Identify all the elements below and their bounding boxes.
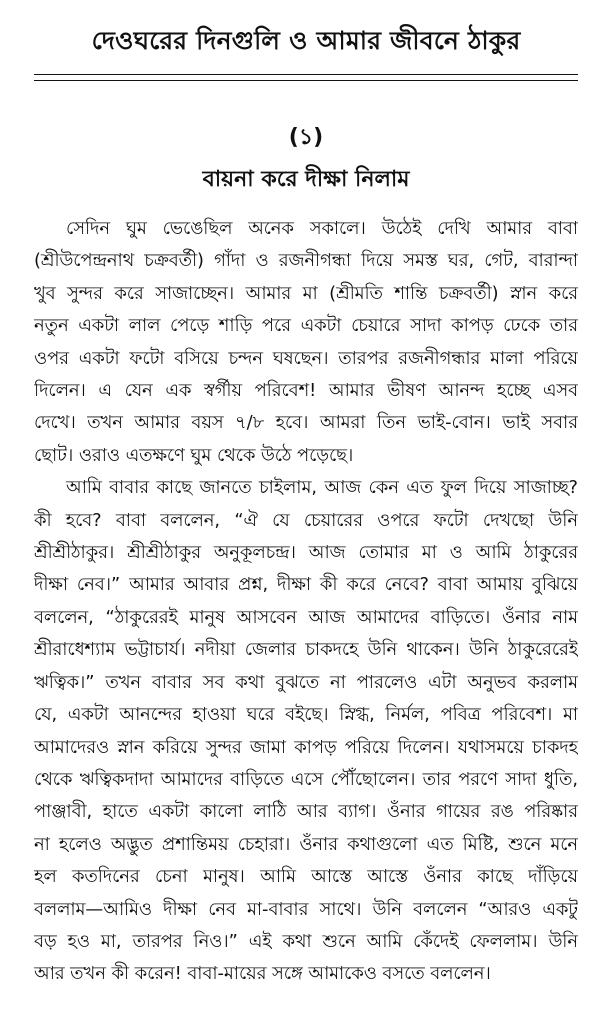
text-line: আমি বাবার কাছে জানতে চাইলাম, আজ কেন এত ফুল দিয়ে সাজাচ্ছ? bbox=[66, 477, 578, 499]
text-line: খুব সুন্দর করে সাজাচ্ছেন। আমার মা (শ্রীমতি শান্তি চক্রবর্তী) স্নান করে bbox=[34, 282, 578, 304]
body-text bbox=[34, 213, 578, 991]
paragraph-2 bbox=[34, 472, 578, 991]
text-line: বড় হও মা, তারপর নিও।” এই কথা শুনে আমি কেঁদেই ফেললাম। উনি bbox=[34, 930, 578, 952]
header-double-rule bbox=[34, 74, 578, 81]
paragraph-1 bbox=[34, 213, 578, 472]
chapter-number: (১) bbox=[288, 125, 324, 150]
text-line: না হলেও অদ্ভুত প্রশান্তিময় চেহারা। ওঁনার কথাগুলো এত মিষ্টি, শুনে মনে bbox=[34, 833, 578, 855]
chapter-title: বায়না করে দীক্ষা নিলাম bbox=[202, 167, 410, 192]
text-line: বললাম—আমিও দীক্ষা নেব মা-বাবার সাথে। উনি বললেন “আরও একটু bbox=[34, 898, 578, 920]
text-line: আর তখন কী করেন! বাবা-মায়ের সঙ্গে আমাকেও বসতে বললেন। bbox=[34, 963, 491, 985]
text-line: শ্রীরাধেশ্যাম ভট্টাচার্য। নদীয়া জেলার চাকদহে উনি থাকেন। উনি ঠাকুরেরেই bbox=[34, 639, 578, 661]
text-line: হল কতদিনের চেনা মানুষ। আমি আস্তে আস্তে ওঁনার কাছে দাঁড়িয়ে bbox=[34, 866, 578, 888]
text-line: দেখে। তখন আমার বয়স ৭/৮ হবে। আমরা তিন ভাই-বোন। ভাই সবার bbox=[34, 412, 578, 434]
text-line: ওপর একটা ফটো বসিয়ে চন্দন ঘষছেন। তারপর রজনীগন্ধার মালা পরিয়ে bbox=[34, 347, 578, 369]
text-line: আমাদেরও স্নান করিয়ে সুন্দর জামা কাপড় পরিয়ে দিলেন। যথাসময়ে চাকদহ bbox=[34, 736, 578, 758]
text-line: দিলেন। এ যেন এক স্বর্গীয় পরিবেশ! আমার ভীষণ আনন্দ হচ্ছে এসব bbox=[34, 380, 578, 402]
text-line: নতুন একটা লাল পেড়ে শাড়ি পরে একটা চেয়ারে সাদা কাপড় ঢেকে তার bbox=[34, 315, 578, 337]
text-line: সেদিন ঘুম ভেঙেছিল অনেক সকালে। উঠেই দেখি আমার বাবা bbox=[66, 218, 578, 239]
text-line: পাঞ্জাবী, হাতে একটা কালো লাঠি আর ব্যাগ। ওঁনার গায়ের রঙ পরিষ্কার bbox=[34, 801, 578, 823]
text-line: (শ্রীউপেন্দ্রনাথ চক্রবর্তী) গাঁদা ও রজনীগন্ধা দিয়ে সমস্ত ঘর, গেট, বারান্দা bbox=[34, 250, 578, 272]
text-line: ছোট। ওরাও এতক্ষণে ঘুম থেকে উঠে পড়েছে। bbox=[34, 444, 354, 466]
text-line: শ্রীশ্রীঠাকুর। শ্রীশ্রীঠাকুর অনুকূলচন্দ্র। আজ তোমার মা ও আমি ঠাকুরের bbox=[34, 542, 578, 564]
text-line: যে, একটা আনন্দের হাওয়া ঘরে বইছে। স্নিগ্ধ, নির্মল, পবিত্র পরিবেশ। মা bbox=[34, 704, 578, 726]
text-line: কী হবে? বাবা বললেন, “ঐ যে চেয়ারের ওপরে ফটো দেখছো উনি bbox=[34, 509, 578, 531]
text-line: ঋত্বিক।” তখন বাবার সব কথা বুঝতে না পারলেও এটা অনুভব করলাম bbox=[34, 671, 578, 693]
running-header: দেওঘরের দিনগুলি ও আমার জীবনে ঠাকুর bbox=[91, 26, 521, 55]
text-line: থেকে ঋত্বিকদাদা আমাদের বাড়িতে এসে পৌঁছোলেন। তার পরণে সাদা ধুতি, bbox=[34, 768, 578, 790]
text-line: বললেন, “ঠাকুরেরই মানুষ আসবেন আজ আমাদের বাড়িতে। ওঁনার নাম bbox=[34, 606, 578, 628]
text-line: দীক্ষা নেব।” আমার আবার প্রশ্ন, দীক্ষা কী করে নেবে? বাবা আমায় বুঝিয়ে bbox=[34, 574, 578, 596]
